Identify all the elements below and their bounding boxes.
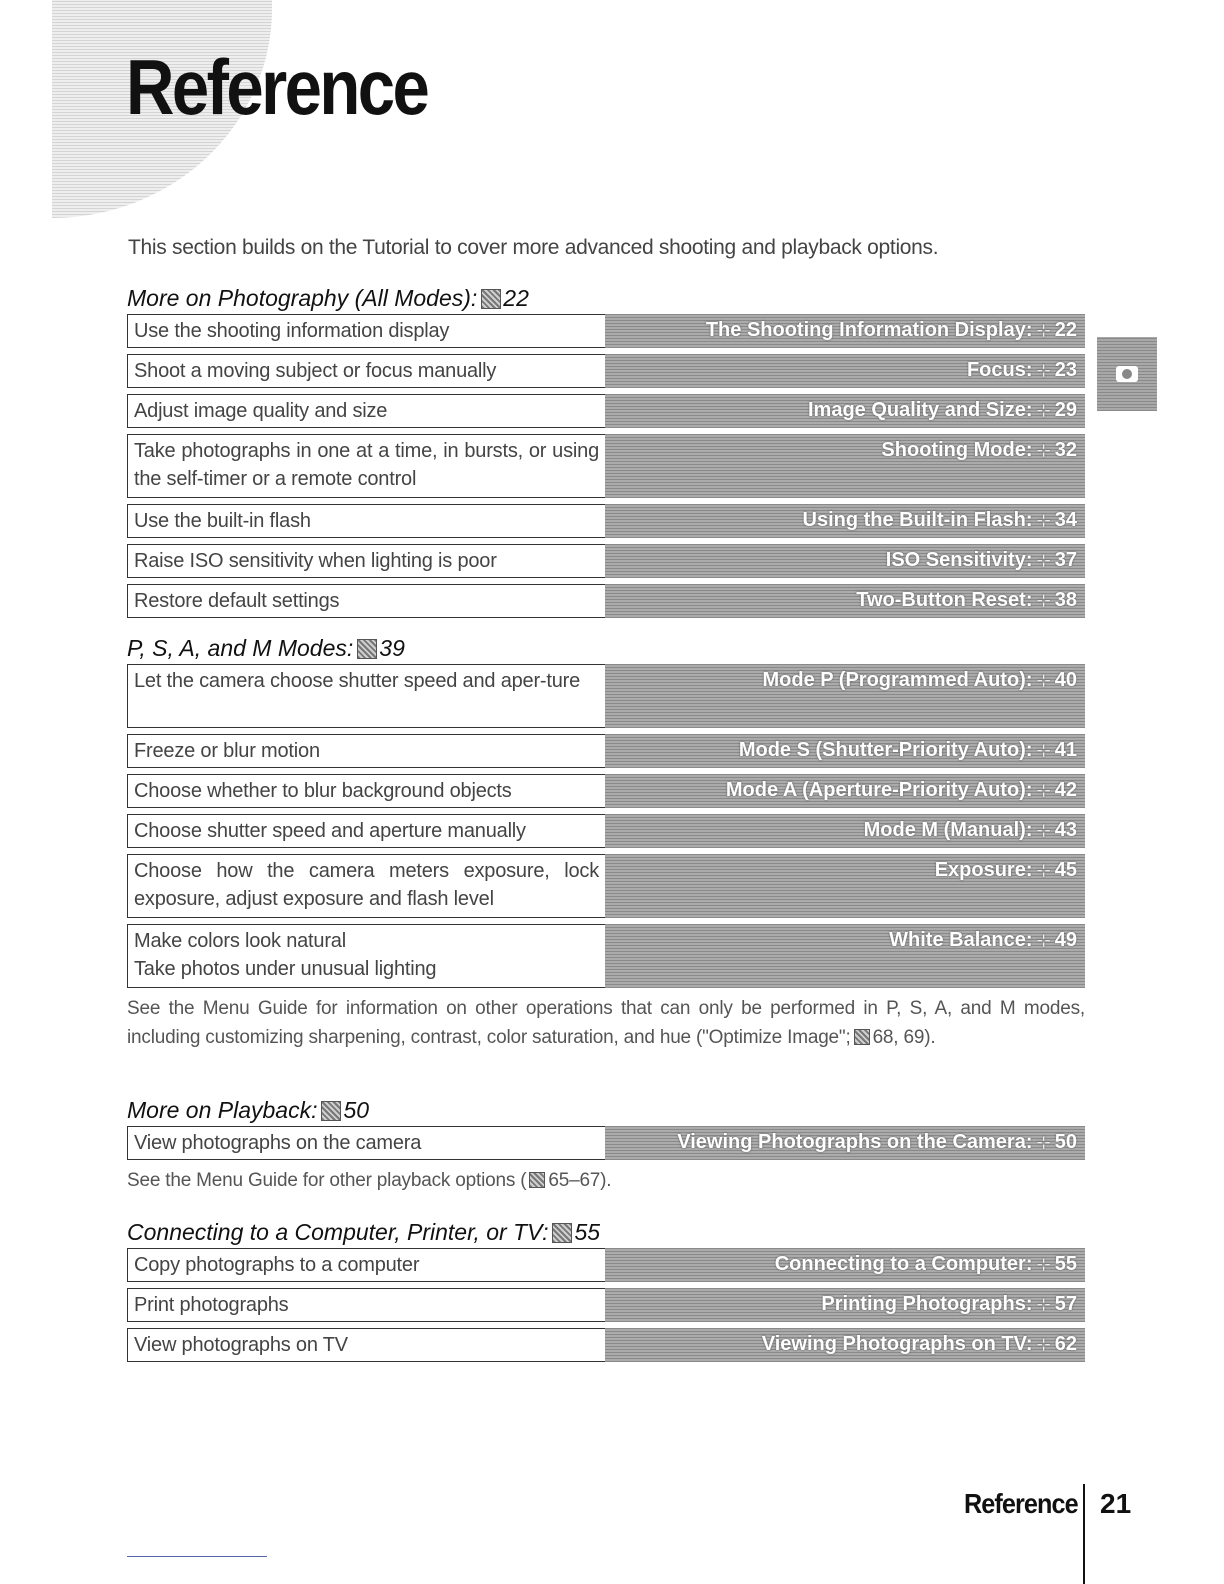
task-cell: Choose whether to blur background objects: [127, 774, 605, 808]
topic-cell[interactable]: Mode M (Manual): ⊹ 43: [605, 814, 1085, 848]
task-cell: Freeze or blur motion: [127, 734, 605, 768]
task-cell: Take photographs in one at a time, in bursts, or using the self-timer or a remote control: [127, 434, 605, 498]
bottom-rule: [127, 1556, 267, 1557]
table-row[interactable]: [127, 1288, 1085, 1322]
topic-cell[interactable]: Using the Built-in Flash: ⊹ 34: [605, 504, 1085, 538]
page-ref-icon: [357, 639, 377, 659]
section-psam-modes: [127, 632, 1085, 1052]
page-title: Reference: [126, 43, 428, 131]
task-cell: View photographs on the camera: [127, 1126, 605, 1160]
section-heading: Connecting to a Computer, Printer, or TV: 55: [127, 1219, 601, 1245]
task-cell: Adjust image quality and size: [127, 394, 605, 428]
topic-cell[interactable]: Shooting Mode: ⊹ 32: [605, 434, 1085, 498]
page-ref-icon: [321, 1101, 341, 1121]
page-link-icon: ⊹: [1036, 781, 1051, 800]
page-link-icon: ⊹: [1036, 511, 1051, 530]
intro-text: This section builds on the Tutorial to cover more advanced shooting and playback options.: [128, 236, 939, 259]
page-link-icon: ⊹: [1036, 861, 1051, 880]
section-photography: [127, 282, 1085, 624]
page-ref-icon: [854, 1029, 870, 1045]
task-cell: Use the shooting information display: [127, 314, 605, 348]
table-row[interactable]: [127, 814, 1085, 848]
topic-cell[interactable]: Image Quality and Size: ⊹ 29: [605, 394, 1085, 428]
task-cell: Let the camera choose shutter speed and aper-ture: [127, 664, 605, 728]
chapter-side-tab[interactable]: [1097, 337, 1157, 411]
topic-cell[interactable]: Viewing Photographs on TV: ⊹ 62: [605, 1328, 1085, 1362]
task-cell: Shoot a moving subject or focus manually: [127, 354, 605, 388]
page-link-icon: ⊹: [1036, 551, 1051, 570]
task-cell: Make colors look natural Take photos under unusual lighting: [127, 924, 605, 988]
page-link-icon: ⊹: [1036, 1335, 1051, 1354]
topic-cell[interactable]: Viewing Photographs on the Camera: ⊹ 50: [605, 1126, 1085, 1160]
footer-section-label: Reference: [964, 1488, 1078, 1519]
menu-guide-note: See the Menu Guide for information on other operations that can only be performed in P, S, A, and M modes, including customizing sharpening, contrast, color saturation, and hue ("Optimize Image"; 68, 69).: [127, 998, 1085, 1048]
table-row[interactable]: [127, 354, 1085, 388]
topic-cell[interactable]: Exposure: ⊹ 45: [605, 854, 1085, 918]
table-row[interactable]: [127, 854, 1085, 918]
table-row[interactable]: [127, 584, 1085, 618]
page-link-icon: ⊹: [1036, 401, 1051, 420]
page-link-icon: ⊹: [1036, 1255, 1051, 1274]
page-link-icon: ⊹: [1036, 591, 1051, 610]
task-cell: View photographs on TV: [127, 1328, 605, 1362]
topic-cell[interactable]: Connecting to a Computer: ⊹ 55: [605, 1248, 1085, 1282]
section-heading: More on Playback: 50: [127, 1097, 370, 1123]
page-link-icon: ⊹: [1036, 441, 1051, 460]
table-row[interactable]: [127, 314, 1085, 348]
task-cell: Copy photographs to a computer: [127, 1248, 605, 1282]
task-cell: Choose how the camera meters exposure, lock exposure, adjust exposure and flash level: [127, 854, 605, 918]
table-row[interactable]: [127, 734, 1085, 768]
topic-cell[interactable]: Mode A (Aperture-Priority Auto): ⊹ 42: [605, 774, 1085, 808]
camera-icon: [1116, 366, 1138, 382]
page-link-icon: ⊹: [1036, 321, 1051, 340]
topic-cell[interactable]: Mode P (Programmed Auto): ⊹ 40: [605, 664, 1085, 728]
section-connecting: [127, 1216, 1085, 1368]
table-row[interactable]: [127, 1248, 1085, 1282]
table-row[interactable]: [127, 1328, 1085, 1362]
task-cell: Restore default settings: [127, 584, 605, 618]
topic-cell[interactable]: Focus: ⊹ 23: [605, 354, 1085, 388]
topic-cell[interactable]: White Balance: ⊹ 49: [605, 924, 1085, 988]
page-link-icon: ⊹: [1036, 671, 1051, 690]
footer-divider: [1083, 1484, 1085, 1584]
section-heading: P, S, A, and M Modes: 39: [127, 635, 405, 661]
topic-cell[interactable]: The Shooting Information Display: ⊹ 22: [605, 314, 1085, 348]
page-ref-icon: [481, 289, 501, 309]
reference-table: [127, 314, 1085, 618]
table-row[interactable]: [127, 504, 1085, 538]
section-heading: More on Photography (All Modes): 22: [127, 285, 529, 311]
table-row[interactable]: [127, 1126, 1085, 1160]
reference-table: [127, 664, 1085, 988]
section-playback: [127, 1094, 1085, 1195]
reference-table: [127, 1248, 1085, 1362]
task-cell: Choose shutter speed and aperture manually: [127, 814, 605, 848]
table-row[interactable]: [127, 394, 1085, 428]
topic-cell[interactable]: ISO Sensitivity: ⊹ 37: [605, 544, 1085, 578]
reference-table: [127, 1126, 1085, 1160]
task-cell: Raise ISO sensitivity when lighting is poor: [127, 544, 605, 578]
page-link-icon: ⊹: [1036, 1295, 1051, 1314]
table-row[interactable]: [127, 664, 1085, 728]
footer-page-number: 21: [1100, 1488, 1132, 1519]
topic-cell[interactable]: Two-Button Reset: ⊹ 38: [605, 584, 1085, 618]
page-link-icon: ⊹: [1036, 931, 1051, 950]
table-row[interactable]: [127, 774, 1085, 808]
page-link-icon: ⊹: [1036, 1133, 1051, 1152]
table-row[interactable]: [127, 924, 1085, 988]
page-ref-icon: [529, 1172, 545, 1188]
page-link-icon: ⊹: [1036, 361, 1051, 380]
task-cell: Print photographs: [127, 1288, 605, 1322]
topic-cell[interactable]: Printing Photographs: ⊹ 57: [605, 1288, 1085, 1322]
page-ref-icon: [552, 1223, 572, 1243]
page-link-icon: ⊹: [1036, 821, 1051, 840]
page-link-icon: ⊹: [1036, 741, 1051, 760]
topic-cell[interactable]: Mode S (Shutter-Priority Auto): ⊹ 41: [605, 734, 1085, 768]
table-row[interactable]: [127, 434, 1085, 498]
task-cell: Use the built-in flash: [127, 504, 605, 538]
table-row[interactable]: [127, 544, 1085, 578]
playback-note: See the Menu Guide for other playback options ( 65–67).: [127, 1170, 612, 1191]
